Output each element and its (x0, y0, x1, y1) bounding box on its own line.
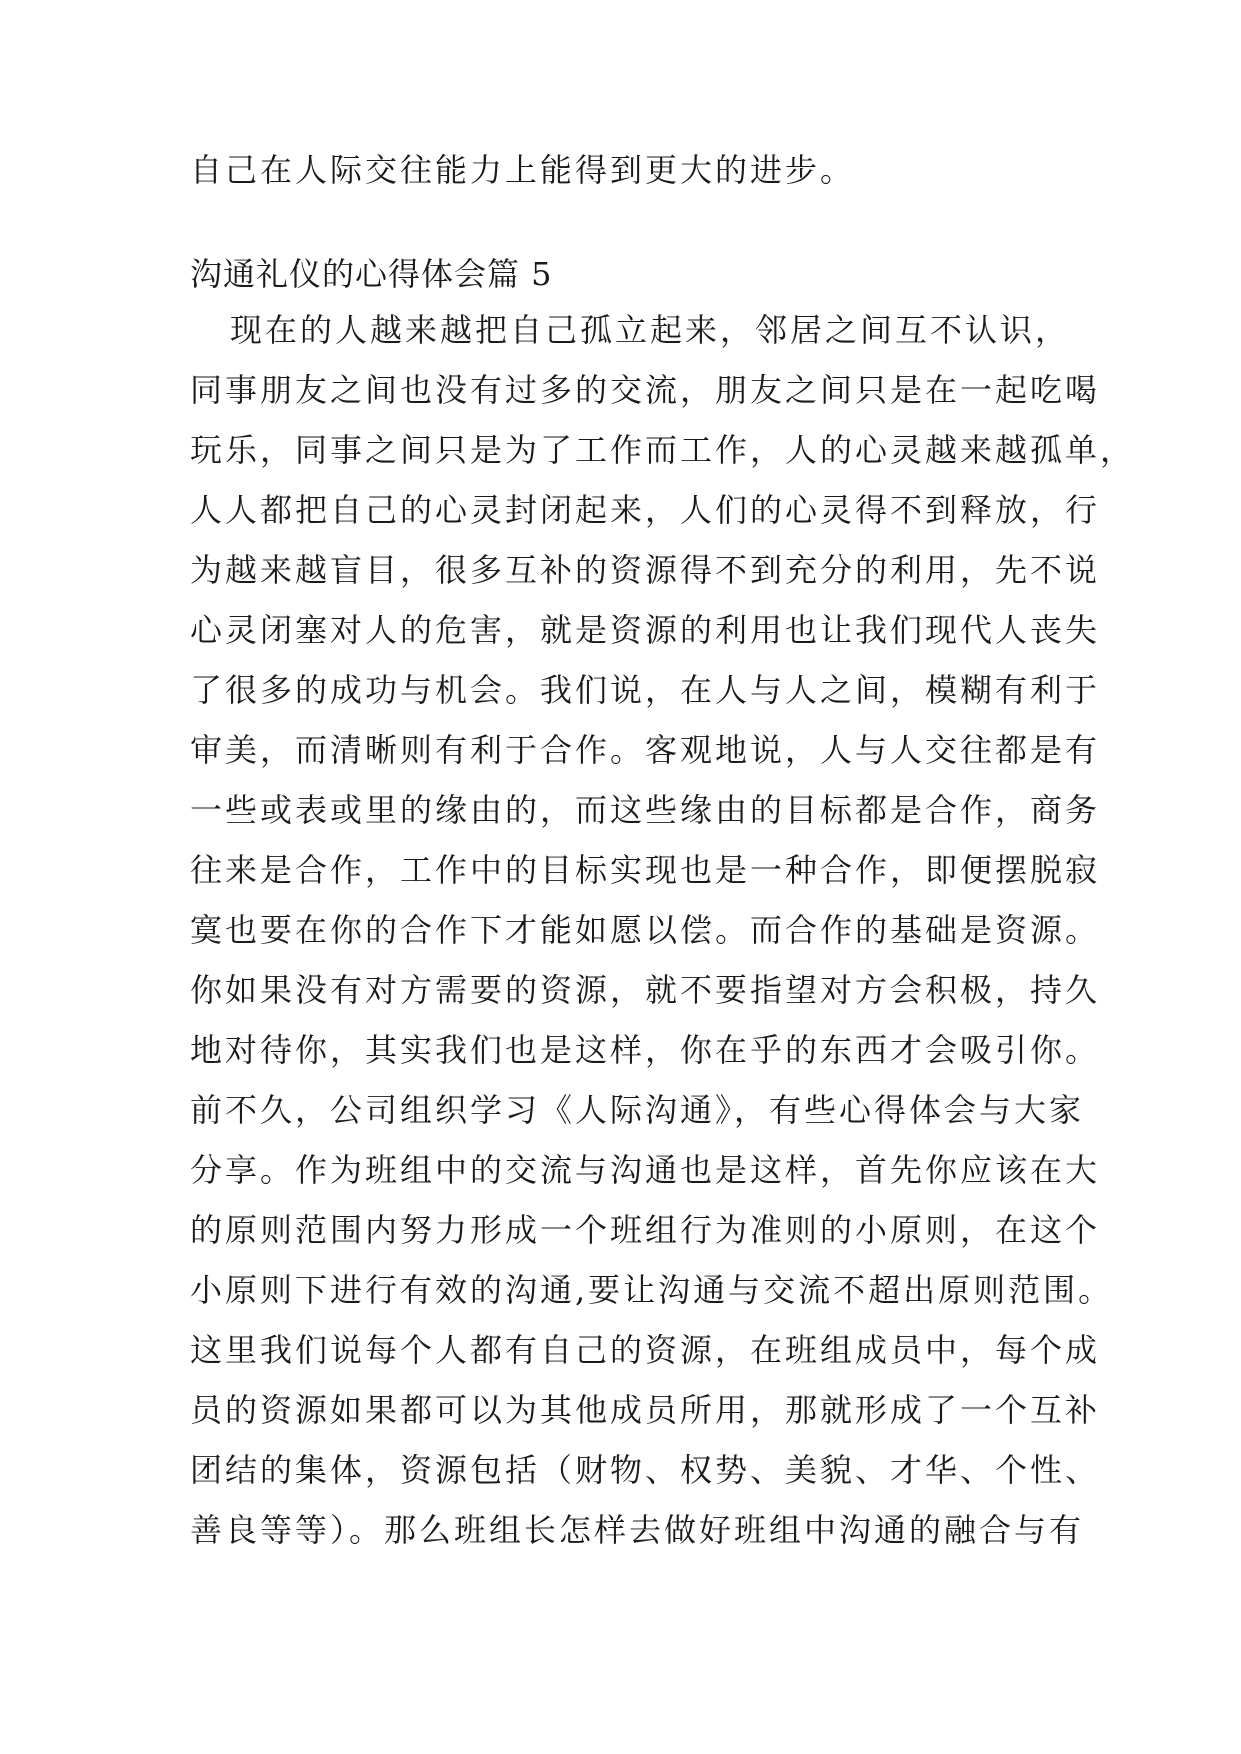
paragraph-line: 员的资源如果都可以为其他成员所用，那就形成了一个互补 (190, 1391, 1101, 1429)
paragraph-line: 前不久，公司组织学习《人际沟通》，有些心得体会与大家 (190, 1091, 1085, 1129)
paragraph-line: 人人都把自己的心灵封闭起来，人们的心灵得不到释放，行 (190, 491, 1101, 529)
paragraph-line: 这里我们说每个人都有自己的资源，在班组成员中，每个成 (190, 1331, 1101, 1369)
paragraph-line: 地对待你，其实我们也是这样，你在乎的东西才会吸引你。 (190, 1031, 1101, 1069)
paragraph-line: 小原则下进行有效的沟通,要让沟通与交流不超出原则范围。 (190, 1271, 1114, 1309)
paragraph-line: 为越来越盲目，很多互补的资源得不到充分的利用，先不说 (190, 551, 1101, 589)
paragraph-line: 往来是合作，工作中的目标实现也是一种合作，即便摆脱寂 (190, 851, 1101, 889)
paragraph-line: 分享。作为班组中的交流与沟通也是这样，首先你应该在大 (190, 1151, 1101, 1189)
paragraph-line: 一些或表或里的缘由的，而这些缘由的目标都是合作，商务 (190, 791, 1101, 829)
paragraph-line: 同事朋友之间也没有过多的交流，朋友之间只是在一起吃喝 (190, 371, 1101, 409)
paragraph-line: 善良等等）。那么班组长怎样去做好班组中沟通的融合与有 (190, 1511, 1085, 1549)
paragraph-line: 团结的集体，资源包括（财物、权势、美貌、才华、个性、 (190, 1451, 1101, 1489)
paragraph-line: 审美，而清晰则有利于合作。客观地说，人与人交往都是有 (190, 731, 1101, 769)
carryover-line: 自己在人际交往能力上能得到更大的进步。 (190, 151, 856, 189)
paragraph-line: 心灵闭塞对人的危害，就是资源的利用也让我们现代人丧失 (190, 611, 1101, 649)
paragraph-line: 现在的人越来越把自己孤立起来，邻居之间互不认识， (230, 311, 1071, 349)
paragraph-line: 你如果没有对方需要的资源，就不要指望对方会积极，持久 (190, 971, 1101, 1009)
paragraph-line: 寞也要在你的合作下才能如愿以偿。而合作的基础是资源。 (190, 911, 1101, 949)
paragraph-line: 了很多的成功与机会。我们说，在人与人之间，模糊有利于 (190, 671, 1101, 709)
section-heading: 沟通礼仪的心得体会篇 5 (190, 255, 553, 293)
paragraph-line: 的原则范围内努力形成一个班组行为准则的小原则，在这个 (190, 1211, 1101, 1249)
paragraph-line: 玩乐，同事之间只是为了工作而工作，人的心灵越来越孤单， (190, 431, 1136, 469)
